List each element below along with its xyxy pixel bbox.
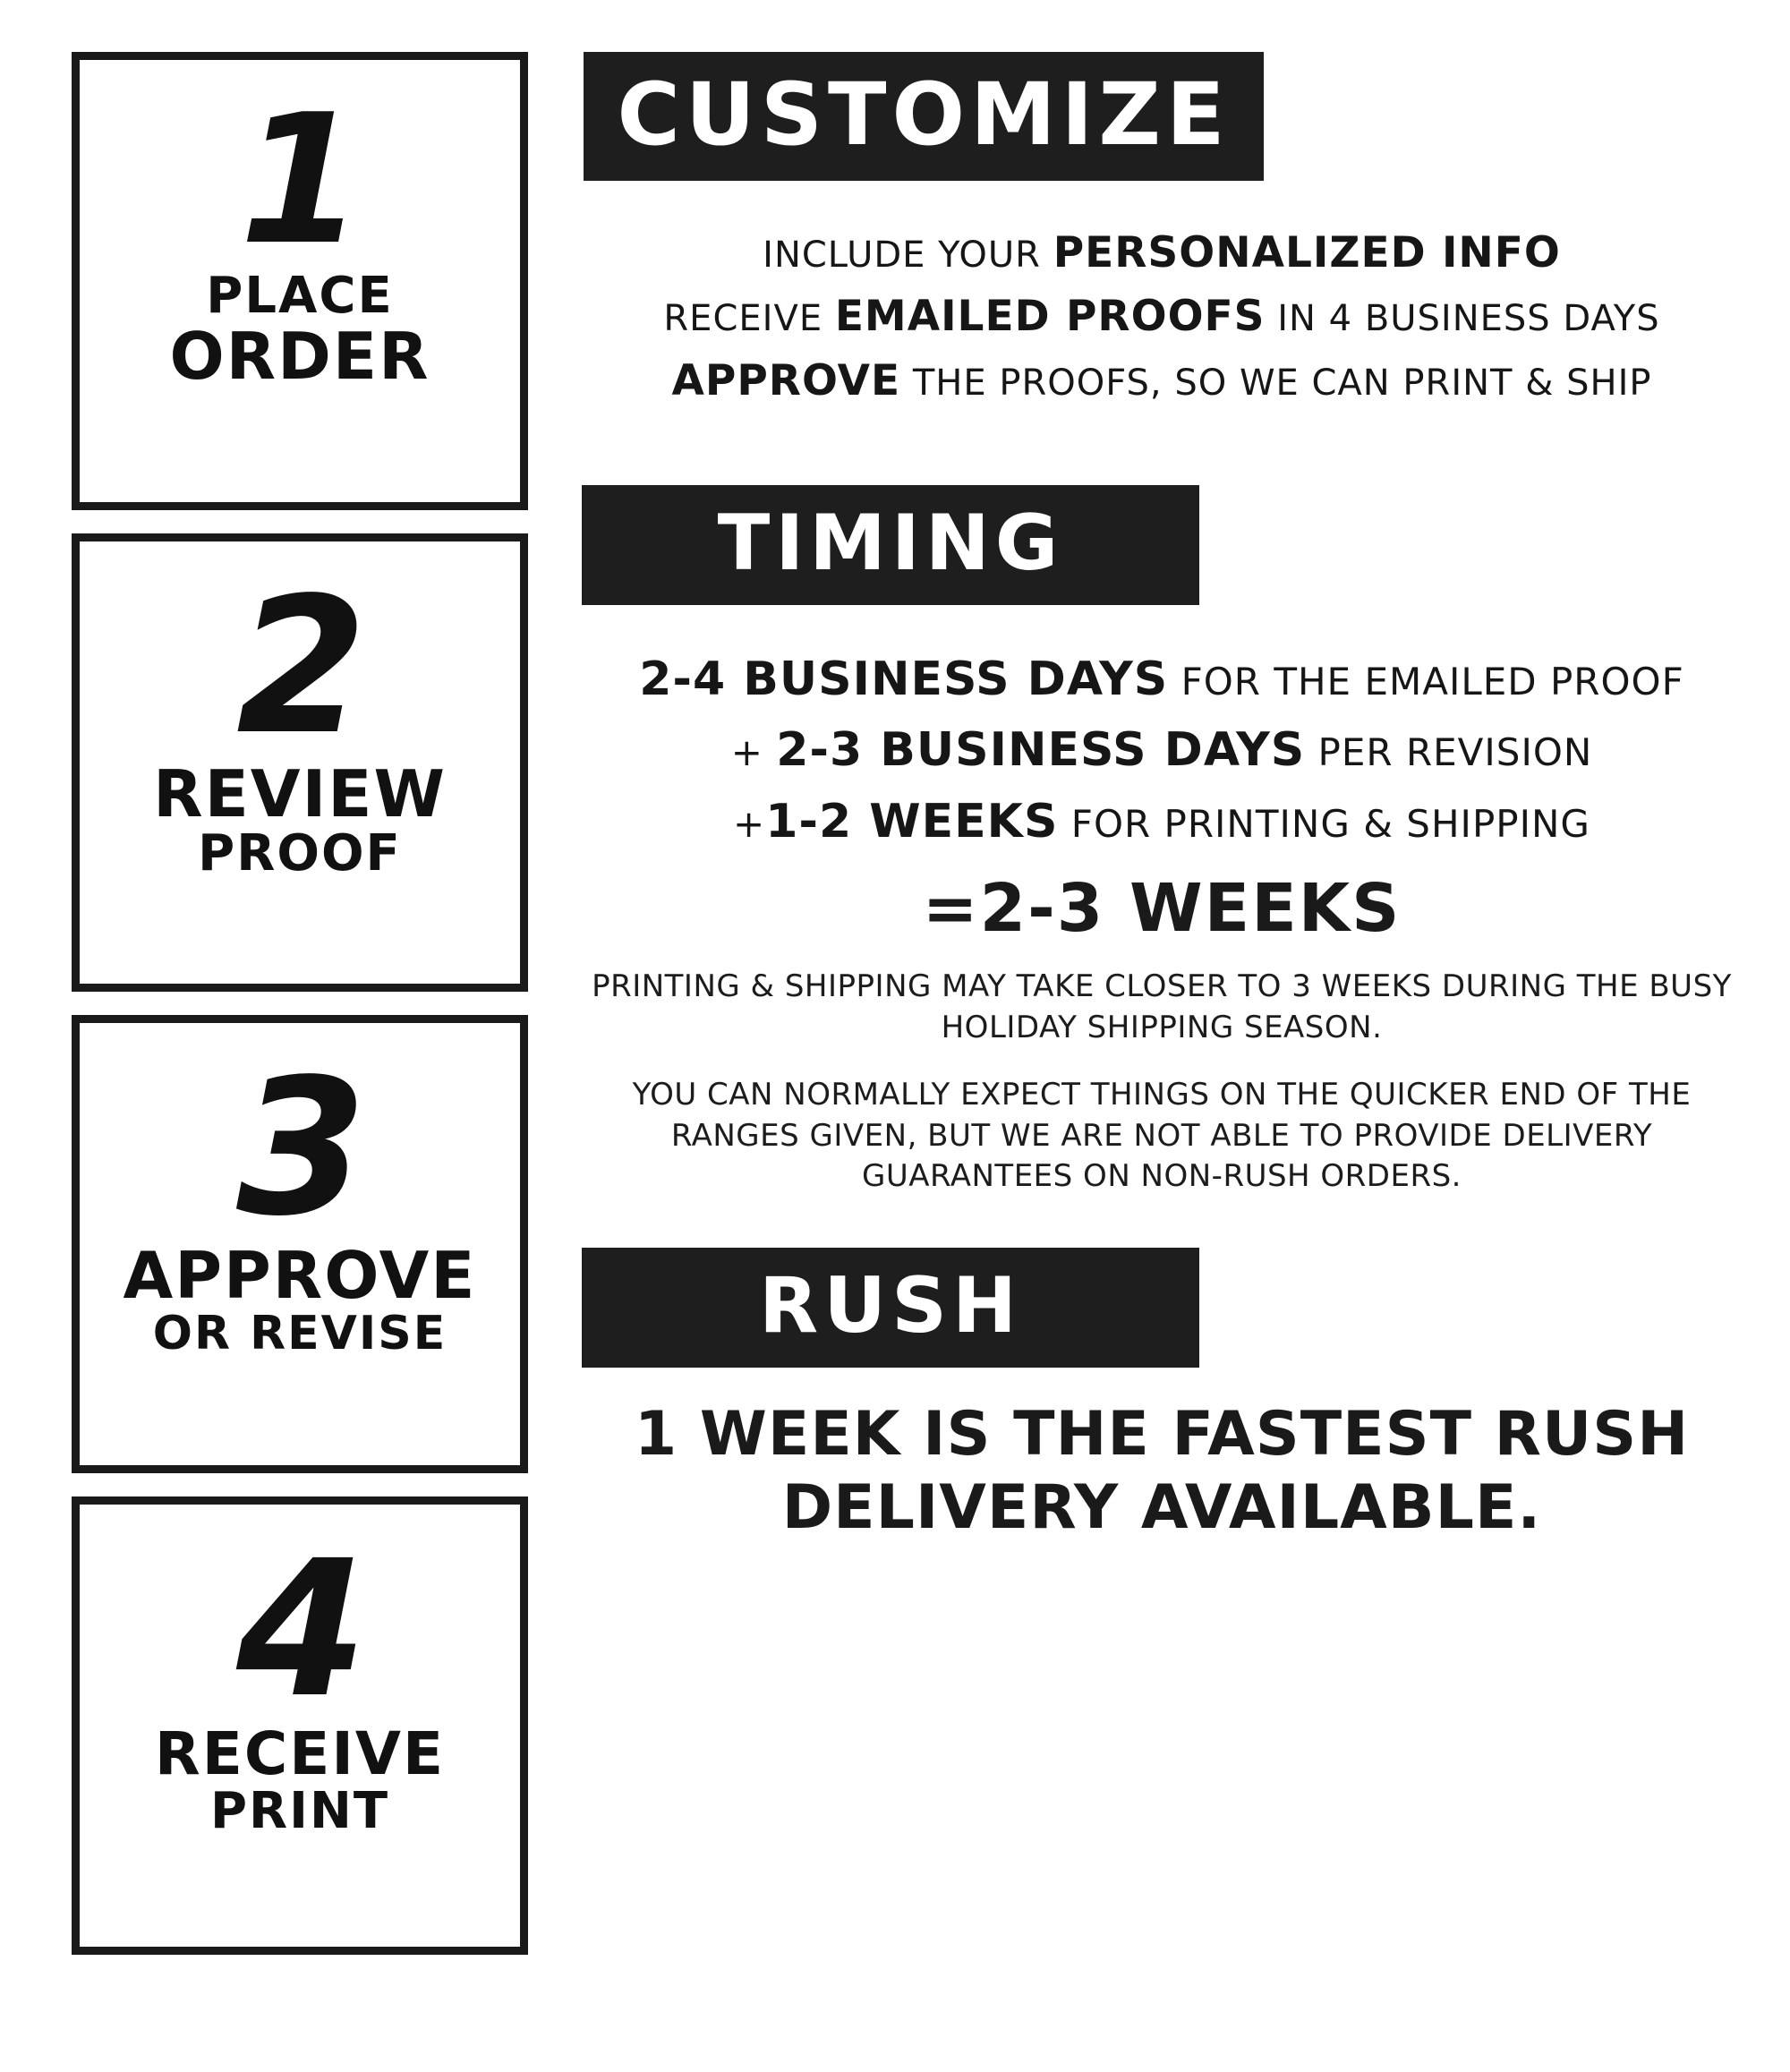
rush-banner: RUSH	[582, 1248, 1199, 1368]
timing-line-3-pre: +	[733, 801, 766, 846]
content-column	[528, 52, 1763, 2045]
customize-line-2-pre: RECEIVE	[663, 298, 835, 340]
timing-line-2-post: PER REVISION	[1305, 730, 1593, 775]
customize-lines	[569, 227, 1754, 419]
timing-note-guarantee: YOU CAN NORMALLY EXPECT THINGS ON THE QUICKER END OF THE RANGES GIVEN, BUT WE ARE NOT ABLE TO PROVIDE DELIVERY GUARANTEES ON NON-RUSH ORDERS.	[632, 1077, 1692, 1195]
step-box-2	[72, 533, 528, 992]
customize-line-2	[569, 291, 1754, 342]
timing-line-1	[569, 652, 1754, 708]
customize-line-2-strong: EMAILED PROOFS	[834, 292, 1266, 342]
customize-line-1-strong: PERSONALIZED INFO	[1053, 228, 1561, 277]
timing-note-holiday: PRINTING & SHIPPING MAY TAKE CLOSER TO 3 WEEKS DURING THE BUSY HOLIDAY SHIPPING SEASON.	[592, 968, 1732, 1045]
timing-line-2-strong: 2-3 BUSINESS DAYS	[776, 723, 1306, 778]
step-number-1: 1	[239, 76, 361, 285]
customize-line-1	[569, 227, 1754, 278]
section-customize	[569, 52, 1754, 419]
timing-line-1-strong: 2-4 BUSINESS DAYS	[639, 652, 1169, 706]
timing-line-3-post: FOR PRINTING & SHIPPING	[1058, 801, 1590, 846]
customize-line-2-post: IN 4 BUSINESS DAYS	[1265, 298, 1660, 340]
timing-line-1-post: FOR THE EMAILED PROOF	[1168, 659, 1684, 703]
customize-line-3	[569, 355, 1754, 406]
customize-line-3-strong: APPROVE	[671, 355, 901, 405]
step-3-label-line1: APPROVE	[123, 1237, 477, 1313]
steps-column	[72, 52, 528, 2045]
step-box-3	[72, 1015, 528, 1473]
step-box-1	[72, 52, 528, 510]
step-number-3: 3	[235, 1038, 364, 1258]
timing-line-3-strong: 1-2 WEEKS	[765, 794, 1059, 848]
section-rush	[569, 1248, 1754, 1605]
step-2-label-line2: PROOF	[198, 823, 402, 883]
customize-line-3-post: THE PROOFS, SO WE CAN PRINT & SHIP	[900, 362, 1652, 404]
step-1-label-line1: PLACE	[206, 267, 394, 325]
customize-line-1-pre: INCLUDE YOUR	[763, 234, 1053, 276]
timing-total: =2-3 WEEKS	[922, 870, 1402, 948]
rush-text: 1 WEEK IS THE FASTEST RUSH DELIVERY AVAILABLE.	[634, 1399, 1690, 1543]
timing-banner: TIMING	[582, 485, 1199, 605]
step-4-label-line2: PRINT	[209, 1781, 390, 1840]
timing-line-3	[569, 794, 1754, 850]
timing-line-2-pre: +	[730, 730, 777, 775]
section-timing	[569, 485, 1754, 1224]
step-2-label-line1: REVIEW	[153, 755, 447, 831]
step-number-2: 2	[235, 557, 364, 776]
step-1-label-line2: ORDER	[169, 319, 430, 394]
customize-banner: CUSTOMIZE	[584, 52, 1264, 181]
step-4-label-line1: RECEIVE	[154, 1718, 446, 1788]
step-3-label-line2: OR REVISE	[152, 1306, 448, 1360]
step-number-4: 4	[235, 1520, 364, 1739]
step-box-4	[72, 1496, 528, 1955]
timing-line-2	[569, 722, 1754, 779]
timing-lines	[569, 652, 1754, 865]
